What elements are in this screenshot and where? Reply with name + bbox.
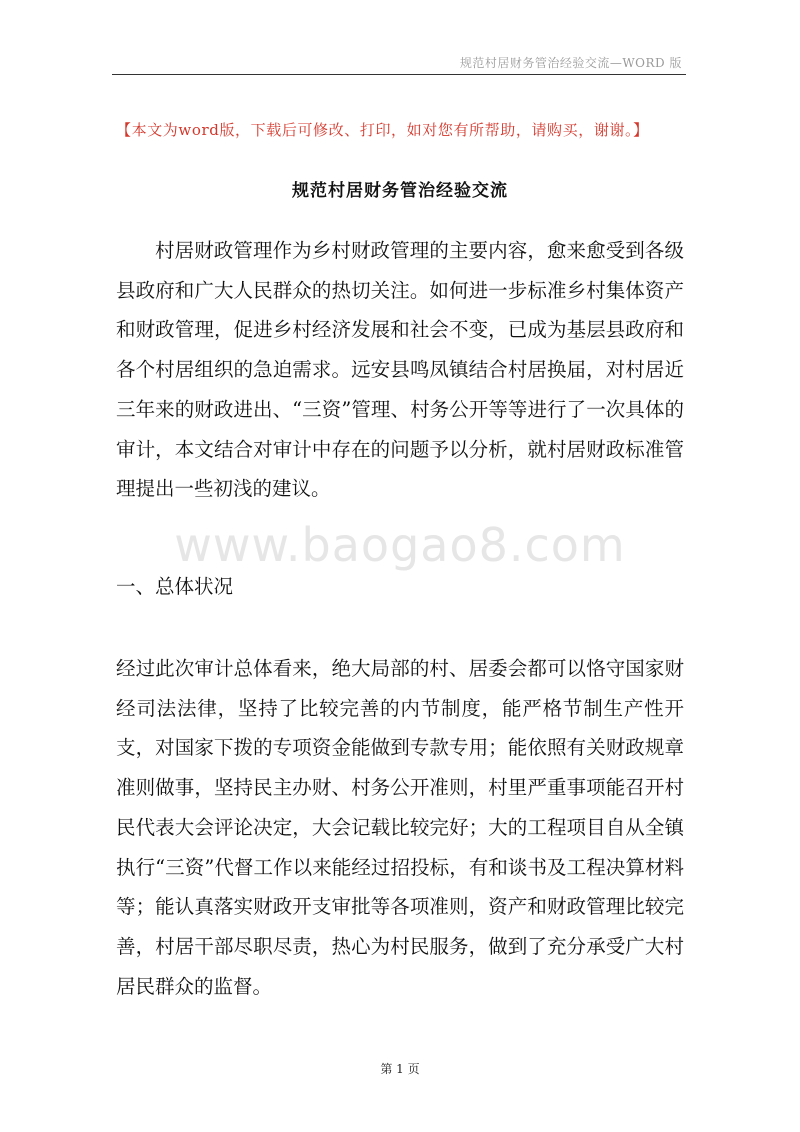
page-header-title: 规范村居财务管治经验交流—WORD 版 (459, 56, 682, 70)
section-heading: 一、总体状况 (116, 575, 234, 598)
watermark: www.baogao8.com (174, 518, 626, 572)
header-divider (112, 74, 686, 75)
document-title: 规范村居财务管治经验交流 (292, 181, 508, 201)
download-notice: 【本文为word版，下载后可修改、打印，如对您有所帮助，请购买，谢谢。】 (116, 121, 649, 139)
page-number: 第 1 页 (380, 1062, 420, 1076)
intro-paragraph: 村居财政管理作为乡村财政管理的主要内容，愈来愈受到各级县政府和广大人民群众的热切关注。如何进一步标准乡村集体资产和财政管理，促进乡村经济发展和社会不变，已成为基层县政府和各个村居组织的急迫需求。远安县鸣凤镇结合村居换届，对村居近三年来的财政进出、“三资”管理、村务公开等等进行了一次具体的审计，本文结合对审计中存在的问题予以分析，就村居财政标准管理提出一些初浅的建议。 (116, 239, 684, 501)
body-paragraph: 经过此次审计总体看来，绝大局部的村、居委会都可以恪守国家财经司法法律，坚持了比较完善的内节制度，能严格节制生产性开支，对国家下拨的专项资金能做到专款专用；能依照有关财政规章准则做事，坚持民主办财、村务公开准则，村里严重事项能召开村民代表大会评论决定，大会记载比较完好；大的工程项目自从全镇执行“三资”代督工作以来能经过招投标，有和谈书及工程决算材料等；能认真落实财政开支审批等各项准则，资产和财政管理比较完善，村居干部尽职尽责，热心为村民服务，做到了充分承受广大村居民群众的监督。 (116, 657, 684, 998)
